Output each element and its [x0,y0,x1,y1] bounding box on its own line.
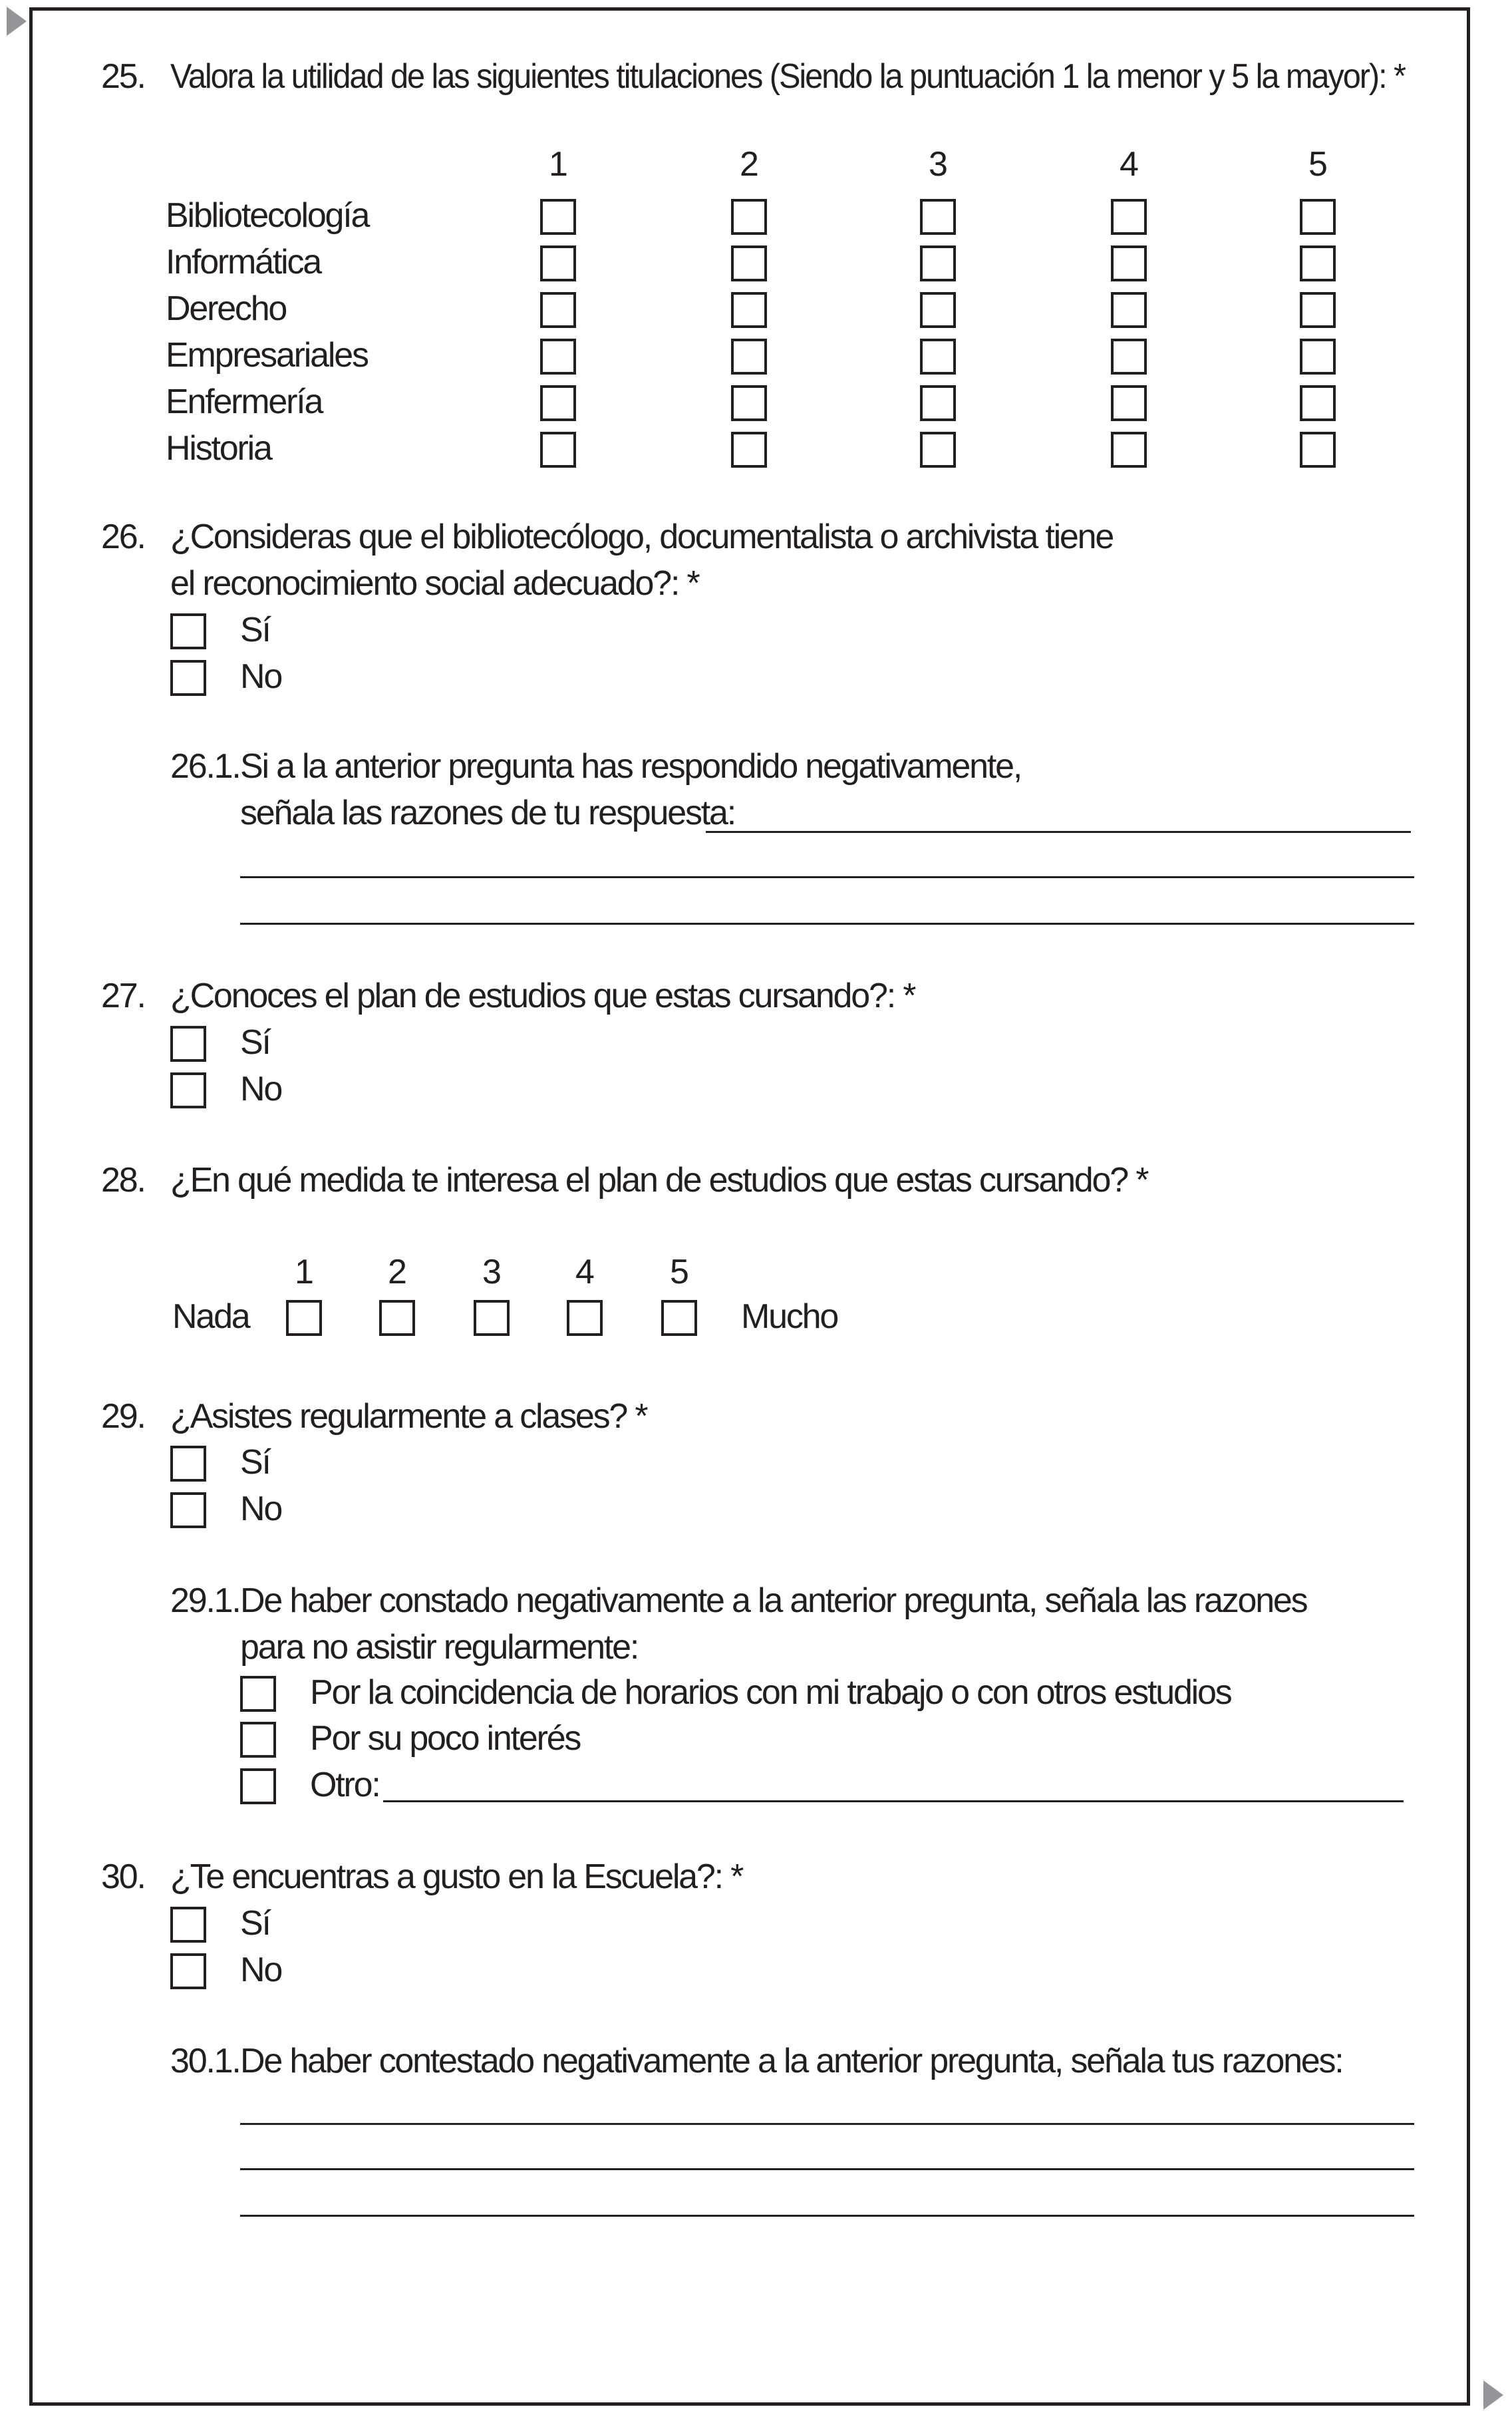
q26-1-text-cont: señala las razones de tu respuesta: [240,794,735,832]
q25-rating-checkbox[interactable] [1300,292,1336,328]
q25-rating-checkbox[interactable] [1300,339,1336,375]
q25-rating-checkbox[interactable] [731,339,767,375]
q27-no-label: No [240,1070,282,1108]
q29-1-text-cont: para no asistir regularmente: [240,1628,639,1667]
q29-yes-checkbox[interactable] [170,1446,206,1482]
q25-rating-checkbox[interactable] [731,199,767,235]
q25-rating-checkbox[interactable] [540,339,576,375]
q25-rating-checkbox[interactable] [731,432,767,468]
q27-number: 27. [101,977,145,1015]
q29-1-number: 29.1. [170,1581,240,1620]
q30-1-answer-line[interactable] [240,2123,1414,2125]
q25-rating-checkbox[interactable] [540,245,576,281]
q25-rating-checkbox[interactable] [731,385,767,421]
q25-rating-checkbox[interactable] [1300,385,1336,421]
q25-rating-checkbox[interactable] [920,432,956,468]
q29-number: 29. [101,1397,145,1436]
q25-row-label: Informática [166,243,321,281]
q30-1-text: De haber contestado negativamente a la anterior pregunta, señala tus razones: [240,2042,1343,2080]
q29-1-text: De haber constado negativamente a la anterior pregunta, señala las razones [240,1581,1307,1620]
q25-rating-checkbox[interactable] [540,385,576,421]
q28-scale-label: 5 [670,1253,688,1291]
q29-no-checkbox[interactable] [170,1492,206,1528]
q28-rating-checkbox[interactable] [474,1300,510,1336]
q30-no-checkbox[interactable] [170,1953,206,1989]
q30-1-answer-line[interactable] [240,2215,1414,2217]
q28-rating-checkbox[interactable] [567,1300,603,1336]
q25-rating-checkbox[interactable] [1300,199,1336,235]
q26-1-answer-line[interactable] [240,876,1414,878]
q28-number: 28. [101,1161,145,1200]
q25-text: Valora la utilidad de las siguientes titulaciones (Siendo la puntuación 1 la menor y 5 la mayor): * [170,57,1405,96]
q29-1-other-input-line[interactable] [383,1800,1404,1802]
q29-1-option-checkbox[interactable] [240,1676,276,1712]
q25-rating-checkbox[interactable] [540,199,576,235]
q28-scale-label: 3 [482,1253,500,1291]
q25-rating-checkbox[interactable] [920,199,956,235]
q29-text: ¿Asistes regularmente a clases? * [170,1397,647,1436]
q25-row-label: Enfermería [166,383,323,421]
q28-scale-label: 4 [575,1253,593,1291]
q29-1-option-checkbox[interactable] [240,1768,276,1804]
q30-no-label: No [240,1951,282,1989]
q25-rating-checkbox[interactable] [1300,245,1336,281]
q26-1-text: Si a la anterior pregunta has respondido negativamente, [240,747,1022,786]
q26-text-cont: el reconocimiento social adecuado?: * [170,564,699,603]
q30-yes-label: Sí [240,1904,270,1943]
q25-rating-checkbox[interactable] [920,292,956,328]
q25-rating-checkbox[interactable] [1111,385,1147,421]
q28-max-label: Mucho [741,1297,838,1336]
q25-scale-label: 3 [929,145,947,184]
q25-rating-checkbox[interactable] [731,292,767,328]
q26-1-number: 26.1. [170,747,240,786]
q25-rating-checkbox[interactable] [540,432,576,468]
q25-rating-checkbox[interactable] [1111,199,1147,235]
q28-rating-checkbox[interactable] [286,1300,322,1336]
q27-text: ¿Conoces el plan de estudios que estas cursando?: * [170,977,915,1015]
q25-rating-checkbox[interactable] [920,385,956,421]
q25-rating-checkbox[interactable] [540,292,576,328]
q26-number: 26. [101,518,145,556]
q30-1-number: 30.1. [170,2042,240,2080]
q25-row-label: Bibliotecología [166,196,369,235]
q26-yes-checkbox[interactable] [170,613,206,649]
q25-row-label: Empresariales [166,336,368,375]
q29-yes-label: Sí [240,1443,270,1482]
q26-yes-label: Sí [240,611,270,649]
q26-1-answer-line[interactable] [706,831,1411,833]
q25-rating-checkbox[interactable] [1111,339,1147,375]
q30-number: 30. [101,1857,145,1896]
q30-1-answer-line[interactable] [240,2168,1414,2170]
q29-1-option-label: Por su poco interés [310,1719,581,1758]
page-marker-arrow-icon [7,7,27,36]
q28-rating-checkbox[interactable] [379,1300,415,1336]
q25-rating-checkbox[interactable] [1111,432,1147,468]
next-page-arrow-icon [1483,2380,1503,2410]
q25-rating-checkbox[interactable] [920,245,956,281]
q28-text: ¿En qué medida te interesa el plan de estudios que estas cursando? * [170,1161,1148,1200]
q29-1-option-label: Otro: [310,1766,380,1804]
q27-no-checkbox[interactable] [170,1072,206,1108]
q28-min-label: Nada [172,1297,249,1336]
q28-scale-label: 2 [388,1253,406,1291]
q25-scale-label: 2 [740,145,758,184]
q30-text: ¿Te encuentras a gusto en la Escuela?: * [170,1857,743,1896]
q30-yes-checkbox[interactable] [170,1907,206,1943]
q26-no-checkbox[interactable] [170,660,206,696]
q25-scale-label: 1 [549,145,567,184]
q25-rating-checkbox[interactable] [731,245,767,281]
q25-rating-checkbox[interactable] [1111,292,1147,328]
q26-no-label: No [240,657,282,696]
q25-rating-checkbox[interactable] [1300,432,1336,468]
q25-row-label: Historia [166,429,271,468]
q29-1-option-label: Por la coincidencia de horarios con mi trabajo o con otros estudios [310,1673,1231,1712]
q26-text: ¿Consideras que el bibliotecólogo, documentalista o archivista tiene [170,518,1114,556]
q25-number: 25. [101,57,145,96]
q27-yes-checkbox[interactable] [170,1026,206,1062]
q25-scale-label: 4 [1120,145,1137,184]
q25-rating-checkbox[interactable] [1111,245,1147,281]
q29-1-option-checkbox[interactable] [240,1722,276,1758]
q29-no-label: No [240,1490,282,1528]
q25-rating-checkbox[interactable] [920,339,956,375]
q25-row-label: Derecho [166,289,287,328]
q28-scale-label: 1 [295,1253,313,1291]
q28-rating-checkbox[interactable] [661,1300,697,1336]
q27-yes-label: Sí [240,1023,270,1062]
q26-1-answer-line[interactable] [240,923,1414,925]
q25-scale-label: 5 [1308,145,1326,184]
